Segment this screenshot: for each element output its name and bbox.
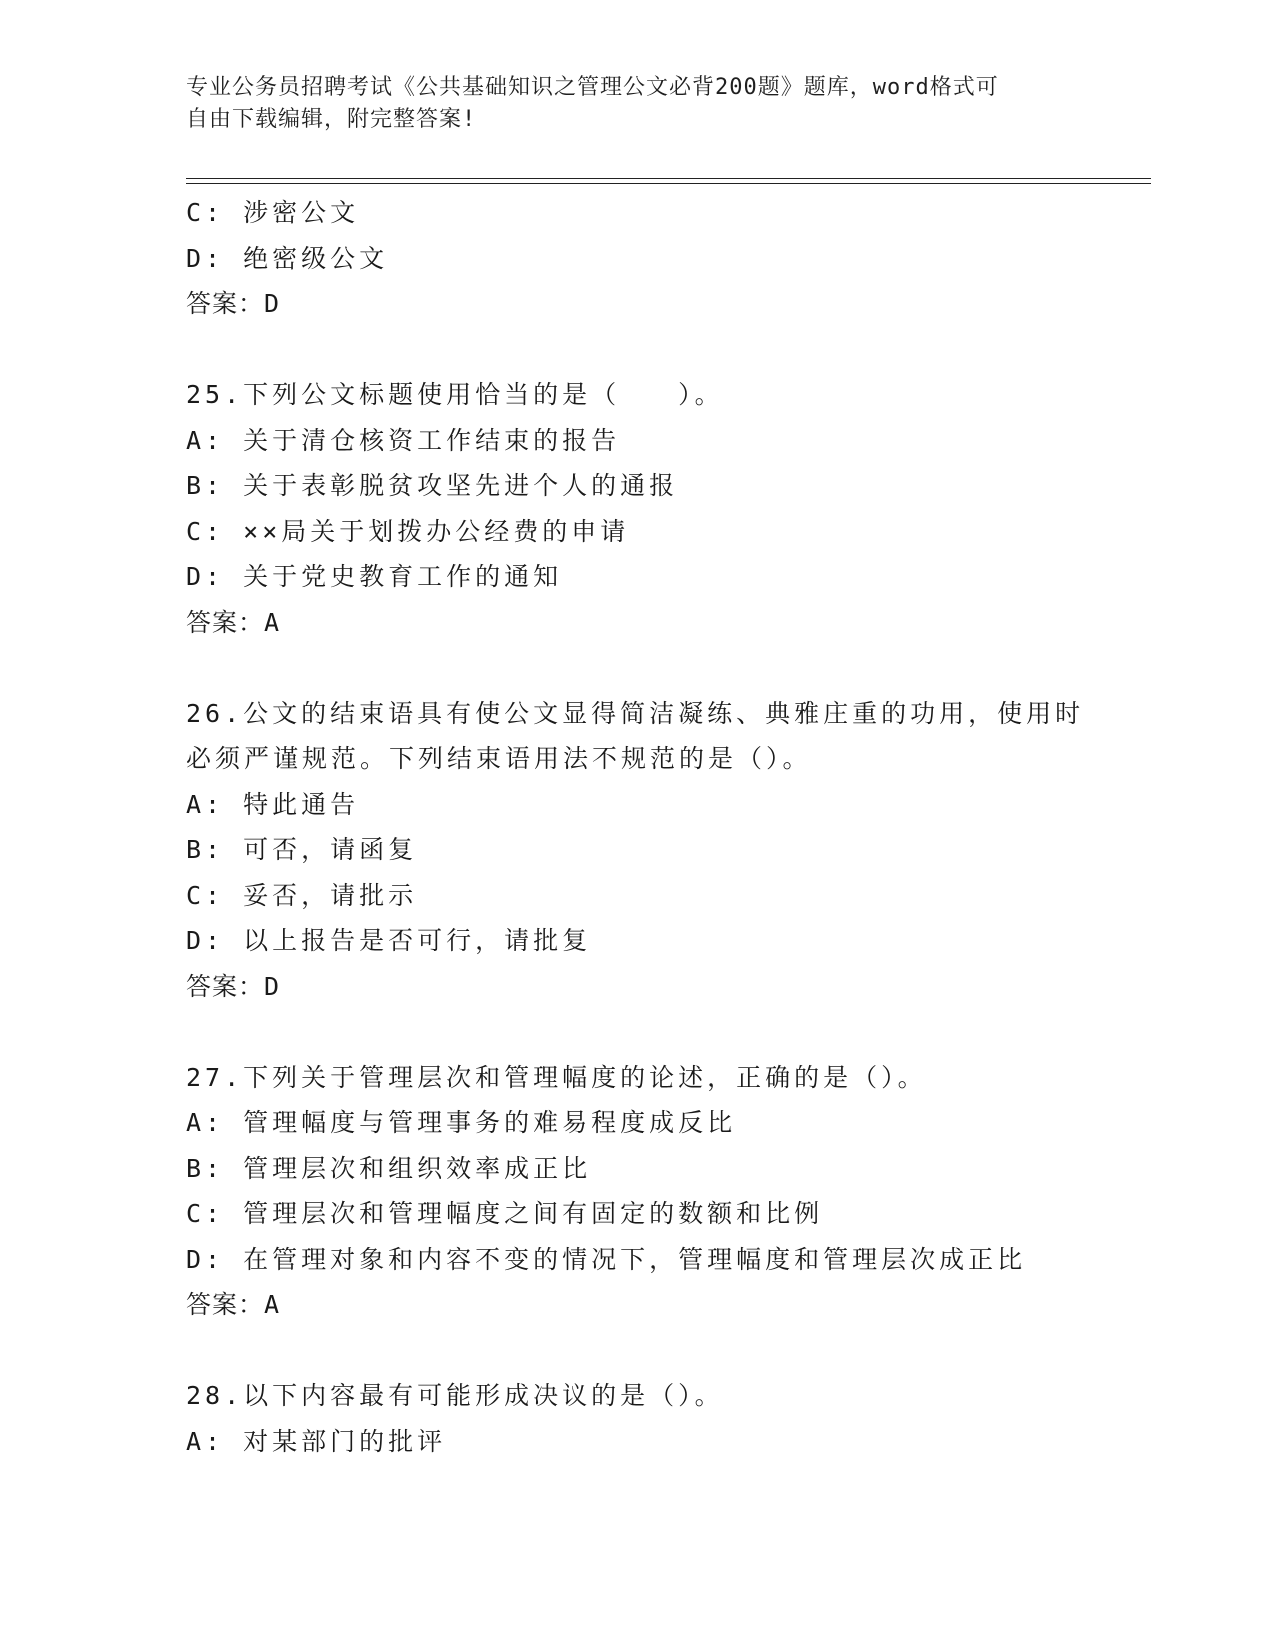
spacer xyxy=(186,1328,1146,1374)
spacer xyxy=(186,327,1146,373)
answer: 答案：D xyxy=(186,971,281,1001)
header-line-1: 专业公务员招聘考试《公共基础知识之管理公文必背200题》题库，word格式可 xyxy=(186,75,999,100)
question-stem: 25.下列公文标题使用恰当的是（ ）。 xyxy=(186,380,724,409)
answer: 答案：D xyxy=(186,289,281,318)
header-rule-top xyxy=(186,178,1151,179)
option-b: B: 关于表彰脱贫攻坚先进个人的通报 xyxy=(186,471,679,500)
option-c: C: 妥否，请批示 xyxy=(186,880,418,910)
question-27 xyxy=(186,1055,1146,1328)
question-stem-line-2: 必须严谨规范。下列结束语用法不规范的是（）。 xyxy=(186,744,812,773)
option-c: C: 涉密公文 xyxy=(186,198,360,227)
question-24 xyxy=(186,190,1146,327)
spacer xyxy=(186,1009,1146,1055)
option-a: A: 对某部门的批评 xyxy=(186,1426,447,1456)
option-d: D: 绝密级公文 xyxy=(186,243,389,273)
option-b: B: 管理层次和组织效率成正比 xyxy=(186,1153,592,1183)
option-a: A: 管理幅度与管理事务的难易程度成反比 xyxy=(186,1108,737,1137)
answer: 答案：A xyxy=(186,1290,281,1319)
option-d: D: 以上报告是否可行，请批复 xyxy=(186,926,592,955)
option-c: C: ××局关于划拨办公经费的申请 xyxy=(186,516,630,546)
page-header xyxy=(186,72,1066,136)
question-28 xyxy=(186,1373,1146,1464)
answer: 答案：A xyxy=(186,607,281,637)
question-stem: 27.下列关于管理层次和管理幅度的论述，正确的是（）。 xyxy=(186,1062,927,1092)
option-d: D: 关于党史教育工作的通知 xyxy=(186,562,563,591)
option-a: A: 特此通告 xyxy=(186,789,360,819)
spacer xyxy=(186,645,1146,691)
option-d: D: 在管理对象和内容不变的情况下，管理幅度和管理层次成正比 xyxy=(186,1244,1027,1274)
question-26 xyxy=(186,691,1146,1010)
header-rule-bottom xyxy=(186,183,1151,184)
option-c: C: 管理层次和管理幅度之间有固定的数额和比例 xyxy=(186,1199,824,1228)
question-list xyxy=(186,190,1146,1464)
option-b: B: 可否，请函复 xyxy=(186,835,418,864)
header-line-2: 自由下载编辑，附完整答案! xyxy=(186,107,477,132)
question-25 xyxy=(186,372,1146,645)
option-a: A: 关于清仓核资工作结束的报告 xyxy=(186,425,621,455)
question-stem: 28.以下内容最有可能形成决议的是（）。 xyxy=(186,1381,724,1410)
question-stem-line-1: 26.公文的结束语具有使公文显得简洁凝练、典雅庄重的功用，使用时 xyxy=(186,698,1085,728)
